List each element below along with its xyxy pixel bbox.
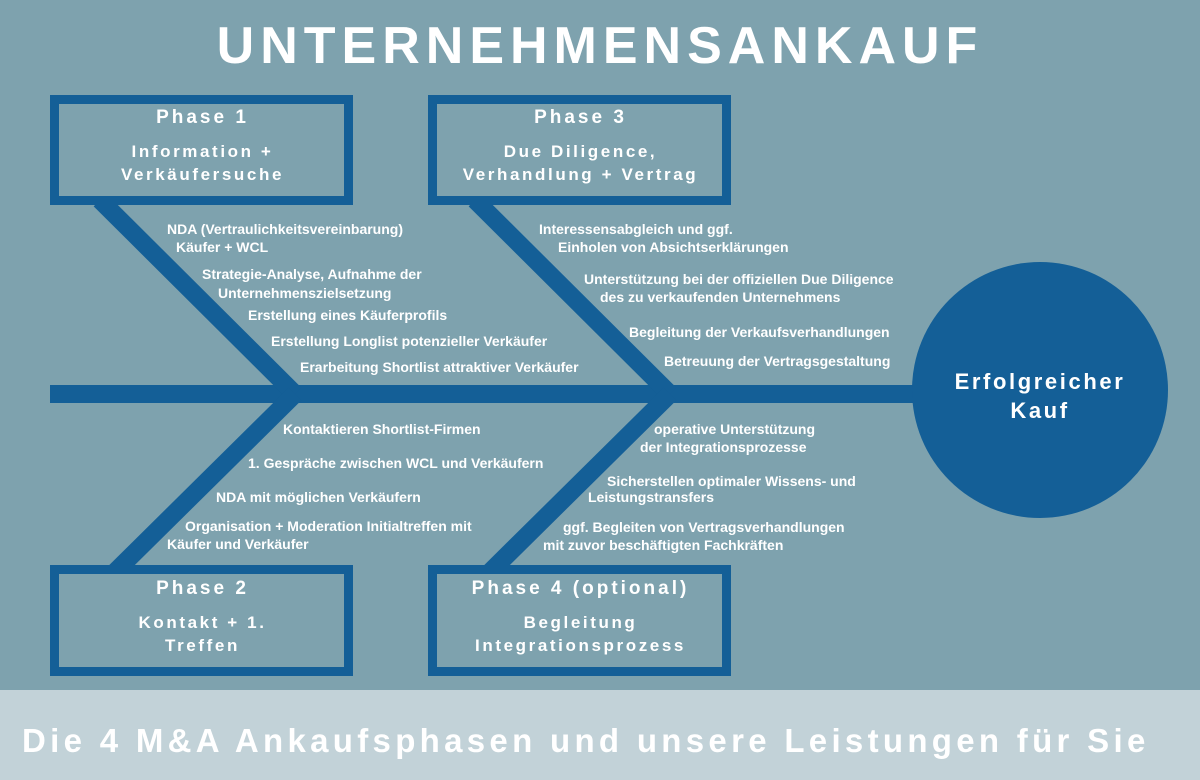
- phase-4-item: Leistungstransfers: [588, 489, 715, 505]
- phase-2-label: Phase 2: [156, 578, 249, 599]
- phase-3-item: Unterstützung bei der offiziellen Due Diligence: [584, 271, 894, 287]
- phase-1-item: Erarbeitung Shortlist attraktiver Verkäufer: [300, 359, 579, 375]
- phase-4-label: Phase 4 (optional): [471, 578, 690, 599]
- phase-3-desc-line-2: Verhandlung + Vertrag: [462, 165, 699, 184]
- phase-2-desc-line-2: Treffen: [165, 636, 240, 655]
- phase-2-item: Kontaktieren Shortlist-Firmen: [283, 421, 481, 437]
- goal-circle: [912, 262, 1168, 518]
- phase-1-label: Phase 1: [156, 107, 249, 128]
- phase-2-item: Käufer und Verkäufer: [167, 536, 309, 552]
- phase-1-item: Erstellung eines Käuferprofils: [248, 307, 448, 323]
- phase-4-item: Sicherstellen optimaler Wissens- und: [607, 473, 856, 489]
- phase-4-desc-line-2: Integrationsprozess: [475, 636, 686, 655]
- phase-3-item: Einholen von Absichtserklärungen: [558, 239, 789, 255]
- phase-4-item: mit zuvor beschäftigten Fachkräften: [543, 537, 784, 553]
- goal-label: Erfolgreicher Kauf: [954, 369, 1126, 423]
- footer-tagline: Die 4 M&A Ankaufsphasen und unsere Leistungen für Sie: [22, 722, 1150, 759]
- phase-1-item: Käufer + WCL: [176, 239, 269, 255]
- phase-3-item: Betreuung der Vertragsgestaltung: [664, 353, 891, 369]
- phase-2-item: 1. Gespräche zwischen WCL und Verkäufern: [248, 455, 544, 471]
- phase-4-item: operative Unterstützung: [654, 421, 816, 437]
- phase-4-item: der Integrationsprozesse: [640, 439, 807, 455]
- phase-3-item: Begleitung der Verkaufsverhandlungen: [629, 324, 890, 340]
- phase-1-item: NDA (Vertraulichkeitsvereinbarung): [167, 221, 403, 237]
- phase-2-desc-line-1: Kontakt + 1.: [138, 613, 267, 632]
- phase-1-item: Strategie-Analyse, Aufnahme der: [202, 266, 422, 282]
- page-title: UNTERNEHMENSANKAUF: [216, 17, 984, 75]
- phase-2-item: NDA mit möglichen Verkäufern: [216, 489, 421, 505]
- phase-3-item: Interessensabgleich und ggf.: [539, 221, 733, 237]
- phase-2-box: [55, 566, 350, 678]
- phase-1-desc-line-2: Verkäufersuche: [120, 165, 285, 184]
- phase-3-item: des zu verkaufenden Unternehmens: [600, 289, 841, 305]
- phase-4-desc-line-1: Begleitung: [523, 613, 638, 632]
- phase-1-box: [55, 95, 350, 207]
- phase-2-item: Organisation + Moderation Initialtreffen mit: [185, 518, 472, 534]
- phase-1-item: Unternehmenszielsetzung: [218, 285, 392, 301]
- phase-1-desc-line-1: Information +: [131, 142, 274, 161]
- phase-1-item: Erstellung Longlist potenzieller Verkäufer: [271, 333, 548, 349]
- phase-4-box: [433, 566, 728, 678]
- phase-3-box: [433, 95, 728, 207]
- phase-3-label: Phase 3: [534, 107, 627, 128]
- phase-4-item: ggf. Begleiten von Vertragsverhandlungen: [563, 519, 845, 535]
- phase-3-desc-line-1: Due Diligence,: [503, 142, 658, 161]
